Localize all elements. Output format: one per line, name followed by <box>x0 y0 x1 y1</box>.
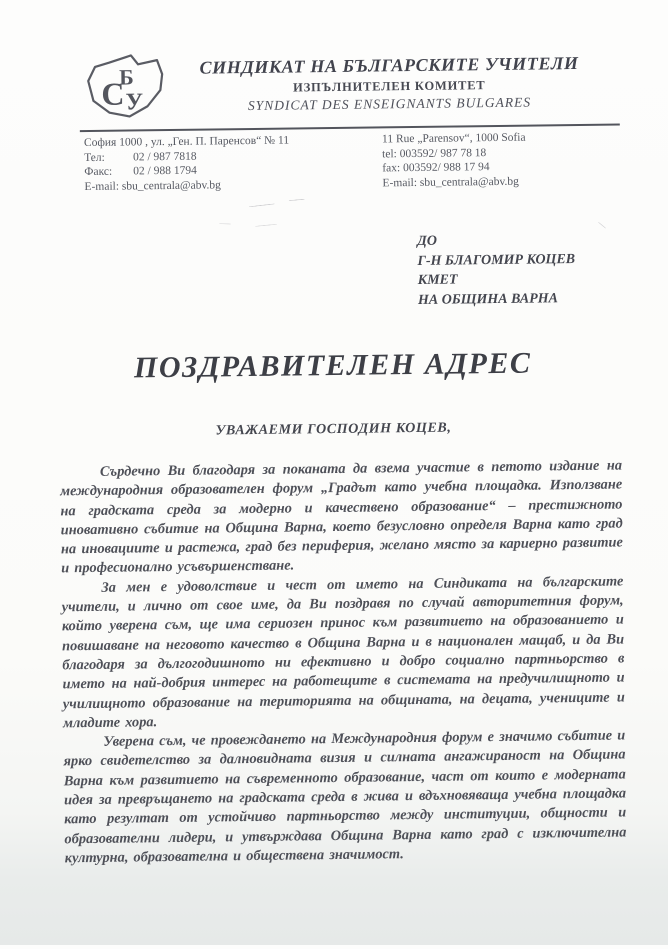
committee-line: ИЗПЪЛНИТЕЛЕН КОМИТЕТ <box>293 78 486 95</box>
sbu-logo <box>81 52 170 131</box>
body-paragraph: Сърдечно Ви благодаря за поканата да взема участие в петото издание на международния образователен форум „Градът като учебна площадка. Използване на градската среда за модерно и качествено образование“ – престижното иновативно събитие на Община Варна, което безусловно определя Варна като град на иновациите и растежа, град без периферия, желано място за кариерно развитие и професионално усъвършенстване. <box>60 457 624 577</box>
salutation: УВАЖАЕМИ ГОСПОДИН КОЦЕВ, <box>215 420 452 439</box>
phone-fr: tel: 003592/ 987 78 18 <box>382 146 487 160</box>
logo-letter: С <box>101 75 125 112</box>
recipient-org: НА ОБЩИНА ВАРНА <box>417 290 559 308</box>
fax-value: 02 / 988 1794 <box>133 164 197 178</box>
recipient-position: КМЕТ <box>417 272 458 288</box>
letterhead <box>163 53 616 116</box>
logo-letter: У <box>125 89 144 116</box>
contact-right-column <box>382 129 623 190</box>
recipient-block <box>417 230 576 310</box>
email-label: E-mail: <box>84 180 120 193</box>
contact-left-column <box>84 132 385 194</box>
body-paragraph: За мен е удоволствие и чест от името на Синдиката на българските учители, и лично от свое име, да Ви поздравя по случай авторитетния форум, който уверена съм, ще има сериозен принос към развитието на образованието и повишаване на неговото качество в Община Варна и в национален мащаб, и да Ви благодаря за дългогодишното ни ефективно и добро социално партньорство в името на най-добрия интерес на работещите в системата на предучилищното и училищното образование на територията на общината, на децата, учениците и младите хора. <box>61 573 625 732</box>
faint-handwriting-mark <box>255 224 277 227</box>
email-value: sbu_centrala@abv.bg <box>121 178 221 193</box>
faint-handwriting-mark <box>598 222 606 229</box>
faint-handwriting-mark <box>249 203 275 207</box>
sbu-logo-icon <box>81 52 170 131</box>
faint-handwriting-mark <box>219 223 231 224</box>
recipient-to: ДО <box>417 233 437 249</box>
faint-handwriting-mark <box>289 199 305 201</box>
letter-body <box>60 456 627 868</box>
address-bg: София 1000 , ул. „Ген. П. Паренсов“ № 11 <box>83 134 290 150</box>
letter-title: ПОЗДРАВИТЕЛЕН АДРЕС <box>133 346 532 385</box>
email-row <box>84 176 384 194</box>
fax-fr: fax: 003592/ 988 17 94 <box>382 161 490 175</box>
body-paragraph: Уверена съм, че провеждането на Международния форум е значимо събитие и ярко свидетелство за далновидната визия и силната ангажираност на Община Варна към развитието на съвременното образование, част от които е модерната идея за превръщането на градската среда в жива и вдъхновяваща учебна площадка като резултат от устойчиво партньорство между институции, общности и образователни лидери, и утвърждава Община Варна като град с изключителна културна, образователна и обществена значимост. <box>63 727 627 867</box>
phone-value: 02 / 987 7818 <box>132 150 197 163</box>
org-name: СИНДИКАТ НА БЪЛГАРСКИТЕ УЧИТЕЛИ <box>199 52 579 78</box>
address-fr: 11 Rue „Parensov“, 1000 Sofia <box>381 131 526 146</box>
phone-label: Тел: <box>84 151 105 164</box>
org-name-french: SYNDICAT DES ENSEIGNANTS BULGARES <box>247 94 532 114</box>
logo-letter: Б <box>119 64 134 90</box>
email-fr: E-mail: sbu_centrala@abv.bg <box>382 175 519 189</box>
fax-label: Факс: <box>84 165 113 179</box>
recipient-name: Г-Н БЛАГОМИР КОЦЕВ <box>417 251 576 269</box>
